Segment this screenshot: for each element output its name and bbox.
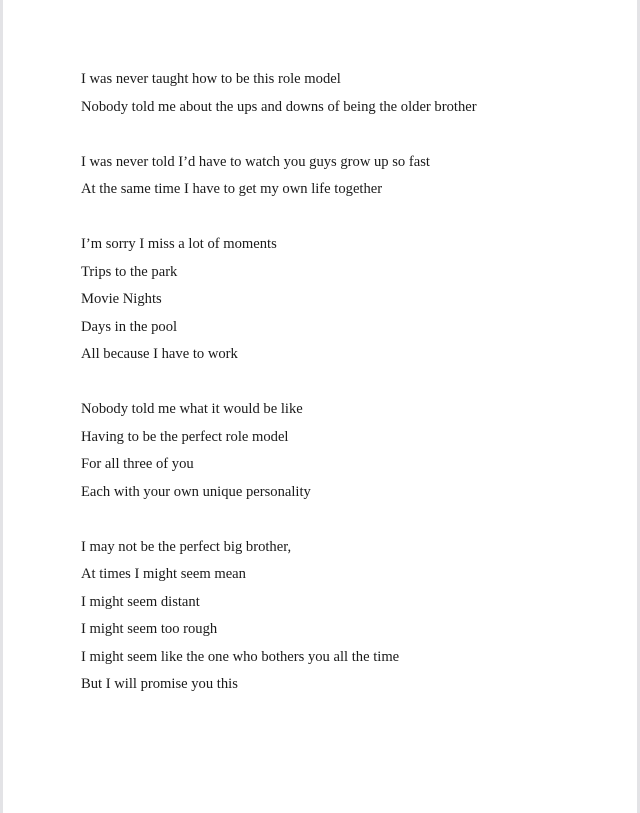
poem-line: I might seem too rough (81, 621, 218, 637)
poem-line: At the same time I have to get my own life together (81, 181, 383, 197)
poem-line: But I will promise you this (81, 676, 238, 692)
poem-line: I was never taught how to be this role model (81, 71, 341, 87)
stanza-3 (81, 231, 601, 369)
stanza-1 (81, 66, 601, 121)
stanza-2 (81, 149, 601, 204)
poem-line: I may not be the perfect big brother, (81, 538, 292, 555)
poem-line: Each with your own unique personality (81, 483, 311, 500)
poem-line: I might seem distant (81, 593, 200, 610)
poem-line: Trips to the park (81, 263, 178, 280)
poem-line: At times I might seem mean (81, 566, 246, 582)
poem-line: Nobody told me what it would be like (81, 401, 303, 417)
poem-line: I might seem like the one who bothers you all the time (81, 648, 400, 665)
poem-line: For all three of you (81, 456, 194, 472)
poem-body (81, 66, 601, 726)
poem-line: I was never told I’d have to watch you guys grow up so fast (81, 153, 430, 170)
poem-line: Days in the pool (81, 318, 178, 335)
poem-line: Nobody told me about the ups and downs of being the older brother (81, 98, 477, 115)
poem-line: I’m sorry I miss a lot of moments (81, 236, 277, 252)
poem-line: Having to be the perfect role model (81, 428, 289, 445)
poem-line: Movie Nights (81, 291, 162, 307)
poem-line: All because I have to work (81, 346, 238, 362)
stanza-4 (81, 396, 601, 506)
stanza-5 (81, 534, 601, 699)
